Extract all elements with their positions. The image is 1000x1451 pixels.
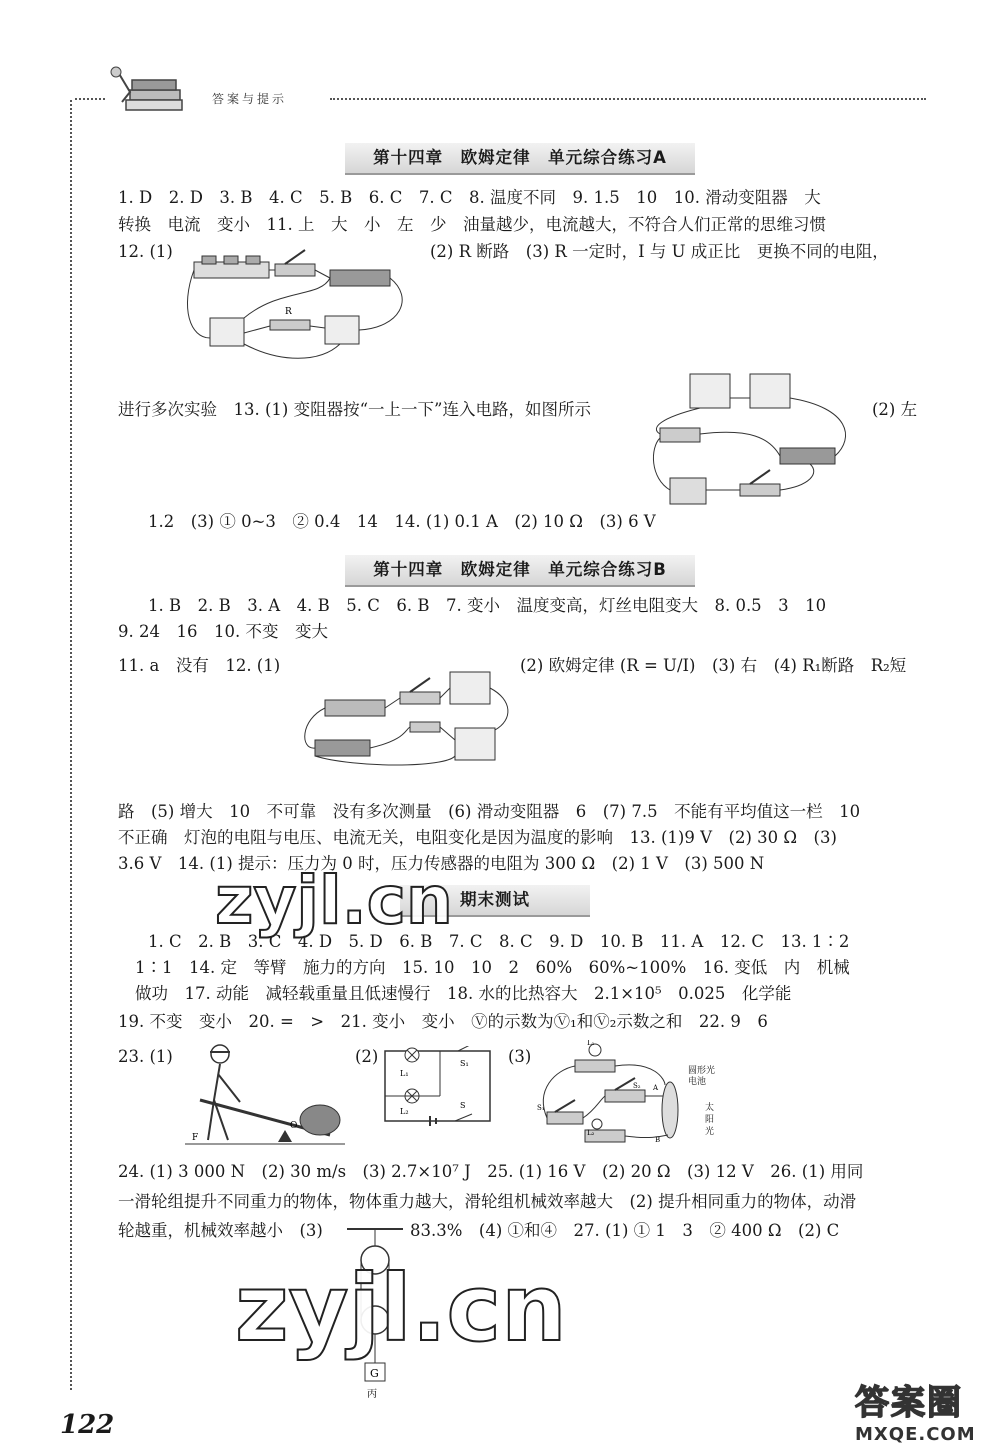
text-line: (2) 欧姆定律 (R = U/I) (3) 右 (4) R₁断路 R₂短 (520, 656, 907, 675)
corner-logo (855, 1375, 985, 1445)
circuit3-label: A (653, 1084, 659, 1092)
corner-logo-line2: MXQE.COM (855, 1424, 976, 1445)
text-line: 19. 不变 变小 20. = > 21. 变小 变小 Ⓥ的示数为Ⓥ₁和Ⓥ₂示数之和 22. 9 6 (118, 1012, 768, 1031)
circuit2-label: S₁ (460, 1059, 469, 1068)
text-line: 做功 17. 动能 减轻载重量且低速慢行 18. 水的比热容大 2.1×10⁵ 0.025 化学能 (135, 984, 792, 1003)
section-title: 第十四章 欧姆定律 单元综合练习A (345, 143, 695, 175)
circuit3-label: S₂ (633, 1082, 641, 1090)
text-line: 1. C 2. B 3. C 4. D 5. D 6. B 7. C 8. C 9. D 10. B 11. A 12. C 13. 1∶2 (148, 932, 850, 951)
header-title: 答案与提示 (212, 92, 288, 106)
text-line: 83.3% (4) ①和④ 27. (1) ① 1 3 ② 400 Ω (2) C (410, 1221, 840, 1240)
page-number: 122 (60, 1410, 115, 1440)
figure-circuit-13 (640, 368, 860, 508)
text-line: 轮越重，机械效率越小 (3) (118, 1221, 323, 1240)
circuit2-label: L₁ (400, 1069, 409, 1078)
text-line: 不正确 灯泡的电阻与电压、电流无关，电阻变化是因为温度的影响 13. (1)9 V (2) 30 Ω (3) (118, 828, 837, 847)
corner-logo-line1: 答案圈 (855, 1383, 963, 1423)
text-line: 11. a 没有 12. (1) (118, 656, 281, 675)
text-line: (2) R 断路 (3) R 一定时，I 与 U 成正比 更换不同的电阻， (430, 242, 889, 261)
text-line: 24. (1) 3 000 N (2) 30 m/s (3) 2.7×10⁷ J 25. (1) 16 V (2) 20 Ω (3) 12 V 26. (1) 用同 (118, 1162, 864, 1181)
text-line: 12. (1) (118, 242, 173, 261)
text-line: 3.6 V 14. (1) 提示：压力为 0 时，压力传感器的电阻为 300 Ω (2) 1 V (3) 500 N (118, 854, 765, 873)
text-line: 9. 24 16 10. 不变 变大 (118, 622, 328, 641)
text-line: (2) (355, 1047, 379, 1066)
circuit3-label: S₁ (537, 1104, 545, 1112)
lever-f-label: F (192, 1133, 199, 1143)
text-line: 1. D 2. D 3. B 4. C 5. B 6. C 7. C 8. 温度不同 9. 1.5 10 10. 滑动变阻器 大 (118, 188, 821, 207)
watermark: zyjl.cn (215, 862, 453, 939)
text-line: 1. B 2. B 3. A 4. B 5. C 6. B 7. 变小 温度变高，灯丝电阻变大 8. 0.5 3 10 (148, 596, 827, 615)
figure-circuit-23-3 (535, 1040, 695, 1150)
solar-label: 圆形光电池 (688, 1066, 716, 1087)
figure-circuit-12 (180, 248, 420, 366)
text-line: 路 (5) 增大 10 不可靠 没有多次测量 (6) 滑动变阻器 6 (7) 7.5 不能有平均值这一栏 10 (118, 802, 861, 821)
header-dotline-right (330, 98, 926, 100)
pulley-g-label: G (370, 1367, 379, 1380)
lever-o-label: O (290, 1121, 298, 1131)
text-line: (3) (508, 1047, 532, 1066)
text-line: 转换 电流 变小 11. 上 大 小 左 少 油量越少，电流越大，不符合人们正常的思维习惯 (118, 215, 826, 234)
pulley-caption: 丙 (367, 1389, 377, 1400)
text-line: 23. (1) (118, 1047, 173, 1066)
figure-circuit-23-2 (380, 1046, 495, 1126)
text-line: 一滑轮组提升不同重力的物体，物体重力越大，滑轮组机械效率越大 (2) 提升相同重力的物体，动滑 (118, 1192, 857, 1211)
sun-label: 太阳光 (705, 1103, 715, 1137)
books-icon (100, 62, 190, 122)
header-dotline-left (75, 98, 105, 100)
header-decoration (100, 62, 190, 122)
circuit3-label: L₁ (587, 1040, 595, 1047)
text-line: (2) 左 (872, 400, 918, 419)
text-line: 1.2 (3) ① 0~3 ② 0.4 14 14. (1) 0.1 A (2) 10 Ω (3) 6 V (148, 512, 656, 531)
circuit2-label: L₂ (400, 1107, 409, 1116)
text-line: 1∶1 14. 定 等臂 施力的方向 15. 10 10 2 60% 60%~100% 16. 变低 内 机械 (135, 958, 850, 977)
fig12-r-label: R (285, 307, 292, 317)
text-line: 进行多次实验 13. (1) 变阻器按“一上一下”连入电路，如图所示 (118, 400, 591, 419)
circuit3-label: B (655, 1136, 661, 1144)
figure-circuit-b12 (295, 660, 515, 770)
left-margin-dotline (70, 100, 72, 1390)
section-title: 期末测试 (400, 885, 590, 917)
circuit2-label: S (460, 1101, 466, 1110)
circuit3-label: L₂ (587, 1129, 595, 1137)
figure-lever (180, 1040, 350, 1150)
watermark: zyjl.cn (235, 1255, 567, 1362)
section-title: 第十四章 欧姆定律 单元综合练习B (345, 555, 695, 587)
